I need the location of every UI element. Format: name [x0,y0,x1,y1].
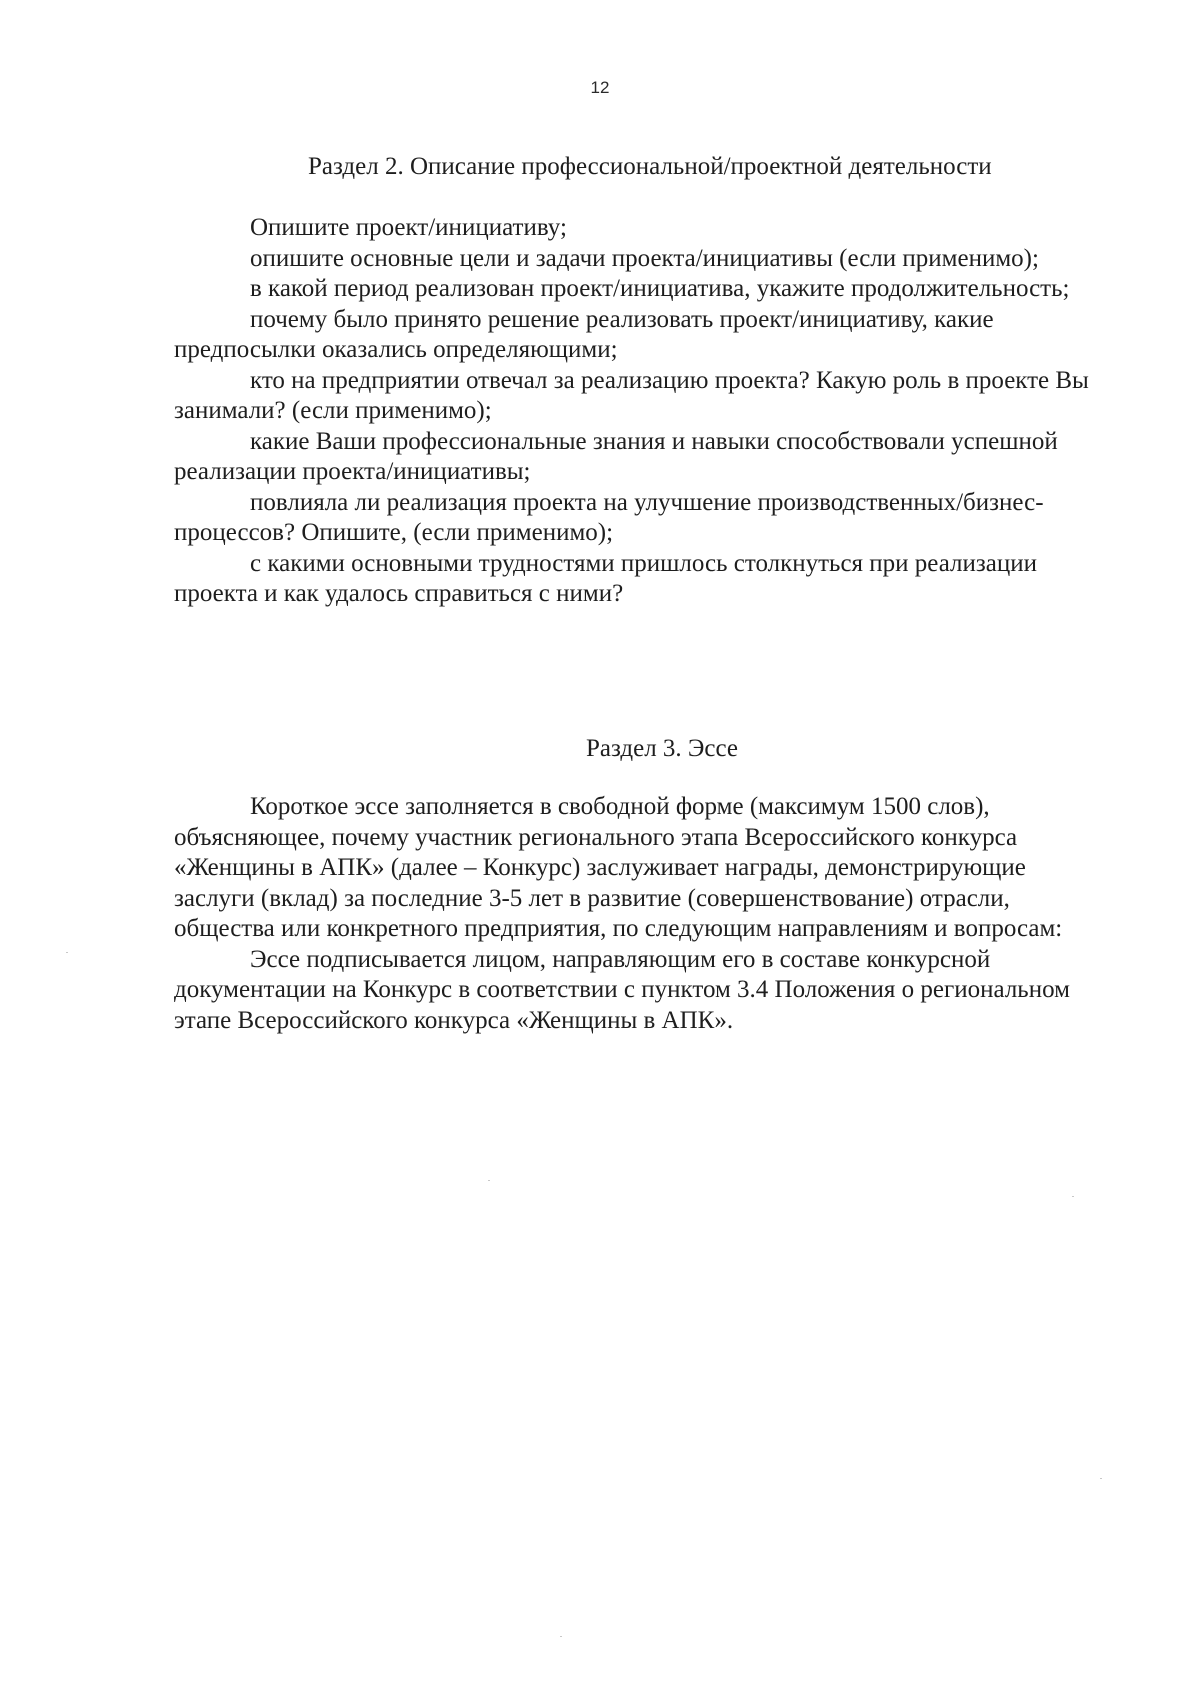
section-2-body [174,213,1104,610]
section-2-heading: Раздел 2. Описание профессиональной/проектной деятельности [308,153,992,180]
section-2-item: почему было принято решение реализовать проект/инициативу, какие предпосылки оказались определяющими; [174,305,994,363]
section-3-heading: Раздел 3. Эссе [585,735,739,762]
section-2-item: какие Ваши профессиональные знания и навыки способствовали успешной реализации проекта/инициативы; [174,427,1058,485]
section-3-paragraph: Короткое эссе заполняется в свободной форме (максимум 1500 слов), объясняющее, почему участник регионального этапа Всероссийского конкурса «Женщины в АПК» (далее – Конкурс) заслуживает награды, демонстрирующие заслуги (вклад) за последние 3-5 лет в развитие (совершенствование) отрасли, общества или конкретного предприятия, по следующим направлениям и вопросам: [174,793,1063,942]
section-2-item: кто на предприятии отвечал за реализацию проекта? Какую роль в проекте Вы занимали? (если применимо); [174,366,1089,424]
page-number: 12 [590,78,610,97]
scan-speck [66,952,68,953]
section-3-paragraph: Эссе подписывается лицом, направляющим его в составе конкурсной документации на Конкурс в соответствии с пунктом 3.4 Положения о региональном этапе Всероссийского конкурса «Женщины в АПК». [174,945,1070,1034]
scan-speck [1072,1196,1074,1197]
section-2-item: в какой период реализован проект/инициатива, укажите продолжительность; [250,275,1070,302]
section-2-item: Опишите проект/инициативу; [250,214,567,241]
section-3-body [174,792,1104,1036]
scan-speck [1100,1478,1102,1479]
scan-speck [560,1636,562,1637]
section-2-item: повлияла ли реализация проекта на улучшение производственных/бизнес- процессов? Опишите, (если применимо); [174,488,1044,546]
scan-speck [488,1180,490,1181]
section-2-item: опишите основные цели и задачи проекта/инициативы (если применимо); [250,244,1039,272]
section-2-item: с какими основными трудностями пришлось столкнуться при реализации проекта и как удалось справиться с ними? [174,549,1037,607]
